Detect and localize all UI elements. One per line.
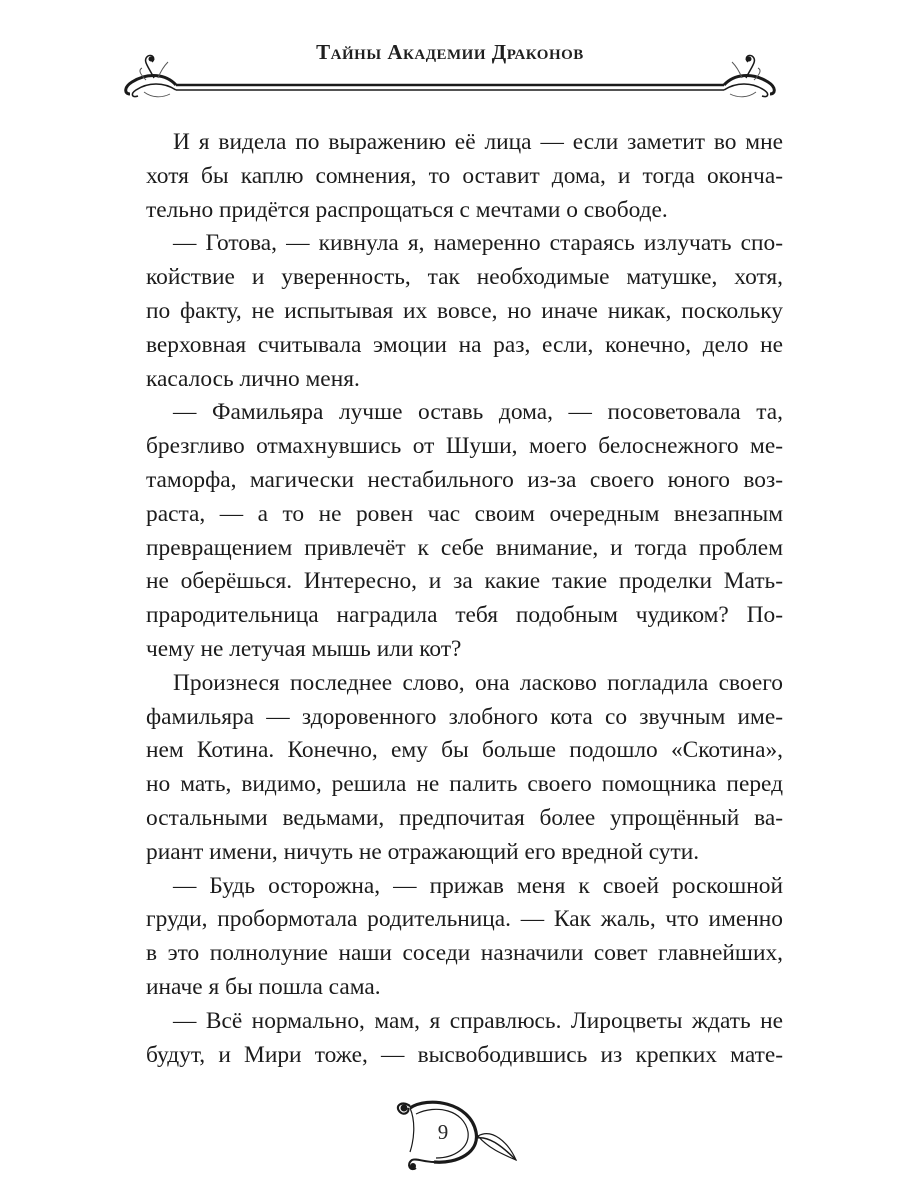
text-line: прародительница наградила тебя подобным чудиком? По- xyxy=(146,602,783,629)
text-line: не оберёшься. Интересно, и за какие такие проделки Мать- xyxy=(146,568,783,595)
text-line: чему не летучая мышь или кот? xyxy=(146,635,462,662)
page-footer xyxy=(380,1088,530,1178)
text-line: фамильяра — здоровенного злобного кота со звучным име- xyxy=(146,703,783,730)
text-line: — Фамильяра лучше оставь дома, — посоветовала та, xyxy=(173,399,783,426)
text-line: остальными ведьмами, предпочитая более упрощённый ва- xyxy=(146,804,783,831)
scroll-divider-ornament-icon xyxy=(118,52,782,102)
text-line: — Будь осторожна, — прижав меня к своей роскошной xyxy=(173,872,783,899)
body-text xyxy=(146,126,783,1072)
text-line: риант имени, ничуть не отражающий его вредной сути. xyxy=(146,838,700,865)
text-line: верховная считывала эмоции на раз, если, конечно, дело не xyxy=(146,331,783,358)
text-line: — Готова, — кивнула я, намеренно стараясь излучать спо- xyxy=(173,230,783,257)
text-line: нем Котина. Конечно, ему бы больше подошло «Скотина», xyxy=(146,737,783,764)
running-title: Тайны Академии Драконов xyxy=(316,40,584,64)
running-header xyxy=(0,0,900,110)
text-line: превращением привлечёт к себе внимание, и тогда проблем xyxy=(146,534,783,561)
text-line: таморфа, магически нестабильного из-за своего юного воз- xyxy=(146,466,783,493)
text-line: — Всё нормально, мам, я справлюсь. Лироцветы ждать не xyxy=(173,1007,783,1034)
text-line: груди, пробормотала родительница. — Как жаль, что именно xyxy=(146,906,783,933)
text-line: раста, — а то не ровен час своим очередным внезапным xyxy=(146,500,783,527)
text-line: хотя бы каплю сомнения, то оставит дома, и тогда оконча- xyxy=(146,162,783,189)
text-line: Произнеся последнее слово, она ласково погладила своего xyxy=(173,669,783,696)
text-line: но мать, видимо, решила не палить своего помощника перед xyxy=(146,771,783,798)
text-line: койствие и уверенность, так необходимые матушке, хотя, xyxy=(146,264,783,291)
text-line: по факту, не испытывая их вовсе, но иначе никак, поскольку xyxy=(146,297,783,324)
page-number: 9 xyxy=(437,1120,449,1144)
text-line: брезгливо отмахнувшись от Шуши, моего белоснежного ме- xyxy=(146,433,783,460)
text-line: в это полнолуние наши соседи назначили совет главнейших, xyxy=(146,940,783,967)
text-line: тельно придётся распрощаться с мечтами о свободе. xyxy=(146,196,668,223)
text-line: И я видела по выражению её лица — если заметит во мне xyxy=(173,129,783,155)
text-line: касалось лично меня. xyxy=(146,365,360,392)
text-line: иначе я бы пошла сама. xyxy=(146,973,381,1000)
text-line: будут, и Мири тоже, — высвободившись из крепких мате- xyxy=(146,1041,783,1068)
